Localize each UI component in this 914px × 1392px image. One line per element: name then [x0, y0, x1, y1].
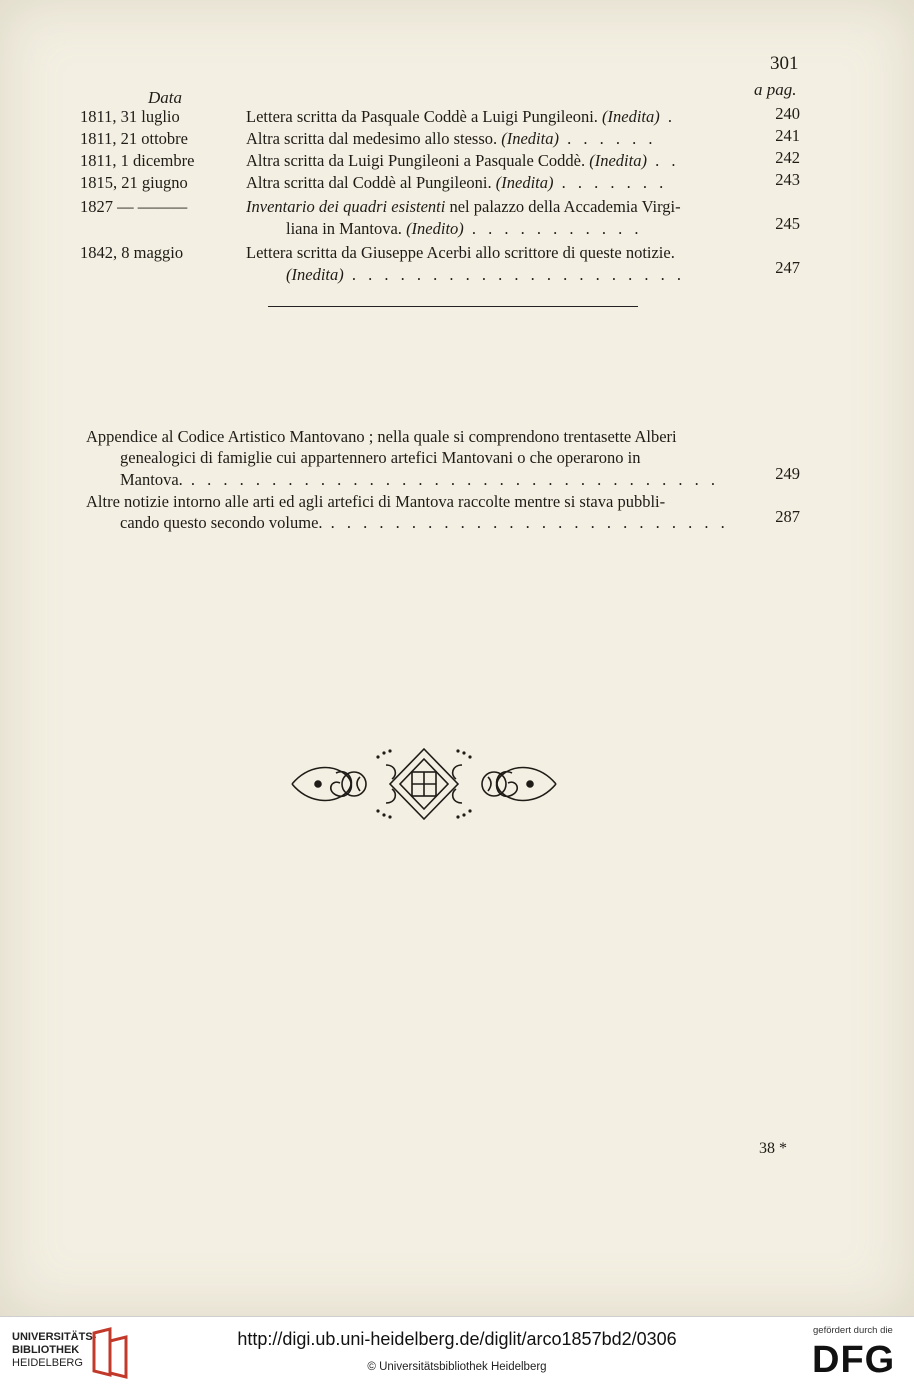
column-header-page: a pag.	[754, 80, 797, 99]
library-logo-text: UNIVERSITÄTS- BIBLIOTHEK HEIDELBERG	[12, 1331, 97, 1369]
row-1-desc: Lettera scritta da Pasquale Coddè a Luigi Pungileoni. (Inedita) .	[246, 107, 677, 126]
dfg-logo: DFG	[812, 1339, 896, 1381]
row-5-date: 1827 — ———	[80, 197, 188, 216]
column-header-date: Data	[148, 88, 182, 107]
row-2-page: 241	[775, 126, 800, 145]
row-1-date: 1811, 31 luglio	[80, 107, 180, 126]
appendix-1-line3: Mantova. . . . . . . . . . . . . . . . . . . . . . . . . . . . . . . . . .	[120, 470, 720, 489]
row-3-date: 1811, 1 dicembre	[80, 151, 195, 170]
viewer-footer	[0, 1316, 914, 1392]
row-4-page: 243	[775, 170, 800, 189]
appendix-2-page: 287	[775, 507, 800, 526]
appendix-1-line2: genealogici di famiglie cui appartennero artefici Mantovani o che operarono in	[120, 448, 641, 467]
row-6-desc-line1: Lettera scritta da Giuseppe Acerbi allo scrittore di queste notizie.	[246, 243, 675, 262]
row-3-page: 242	[775, 148, 800, 167]
row-2-date: 1811, 21 ottobre	[80, 129, 188, 148]
row-6-date: 1842, 8 maggio	[80, 243, 184, 262]
appendix-2-line1: Altre notizie intorno alle arti ed agli artefici di Mantova raccolte mentre si stava pubbli-	[86, 492, 666, 511]
signature-mark: 38 *	[759, 1140, 787, 1157]
appendix-1-line1: Appendice al Codice Artistico Mantovano ; nella quale si comprendono trentasette Alberi	[86, 427, 677, 446]
row-1-page: 240	[775, 104, 800, 123]
row-2-desc: Altra scritta dal medesimo allo stesso. (Inedita) . . . . . .	[246, 129, 657, 148]
row-4-date: 1815, 21 giugno	[80, 173, 188, 192]
funded-by-text: gefördert durch die	[813, 1325, 893, 1336]
document-url-link[interactable]: http://digi.ub.uni-heidelberg.de/diglit/arco1857bd2/0306	[237, 1329, 677, 1349]
row-5-page: 245	[775, 214, 800, 233]
page-number: 301	[770, 53, 799, 74]
row-3-desc: Altra scritta da Luigi Pungileoni a Pasquale Coddè. (Inedita) . .	[246, 151, 680, 170]
appendix-1-page: 249	[775, 464, 800, 483]
ornament-icon	[288, 745, 560, 823]
copyright-text: © Universitätsbibliothek Heidelberg	[367, 1361, 547, 1373]
row-6-desc-line2: (Inedita) . . . . . . . . . . . . . . . . . . . . .	[286, 265, 685, 284]
row-4-desc: Altra scritta dal Coddè al Pungileoni. (Inedita) . . . . . . .	[246, 173, 668, 192]
row-5-desc-line1: Inventario dei quadri esistenti nel palazzo della Accademia Virgi-	[246, 197, 681, 216]
section-divider	[268, 306, 638, 307]
appendix-2-line2: cando questo secondo volume. . . . . . . . . . . . . . . . . . . . . . . . . .	[120, 513, 729, 532]
row-5-desc-line2: liana in Mantova. (Inedito) . . . . . . . . . . .	[286, 219, 643, 238]
row-6-page: 247	[775, 258, 800, 277]
